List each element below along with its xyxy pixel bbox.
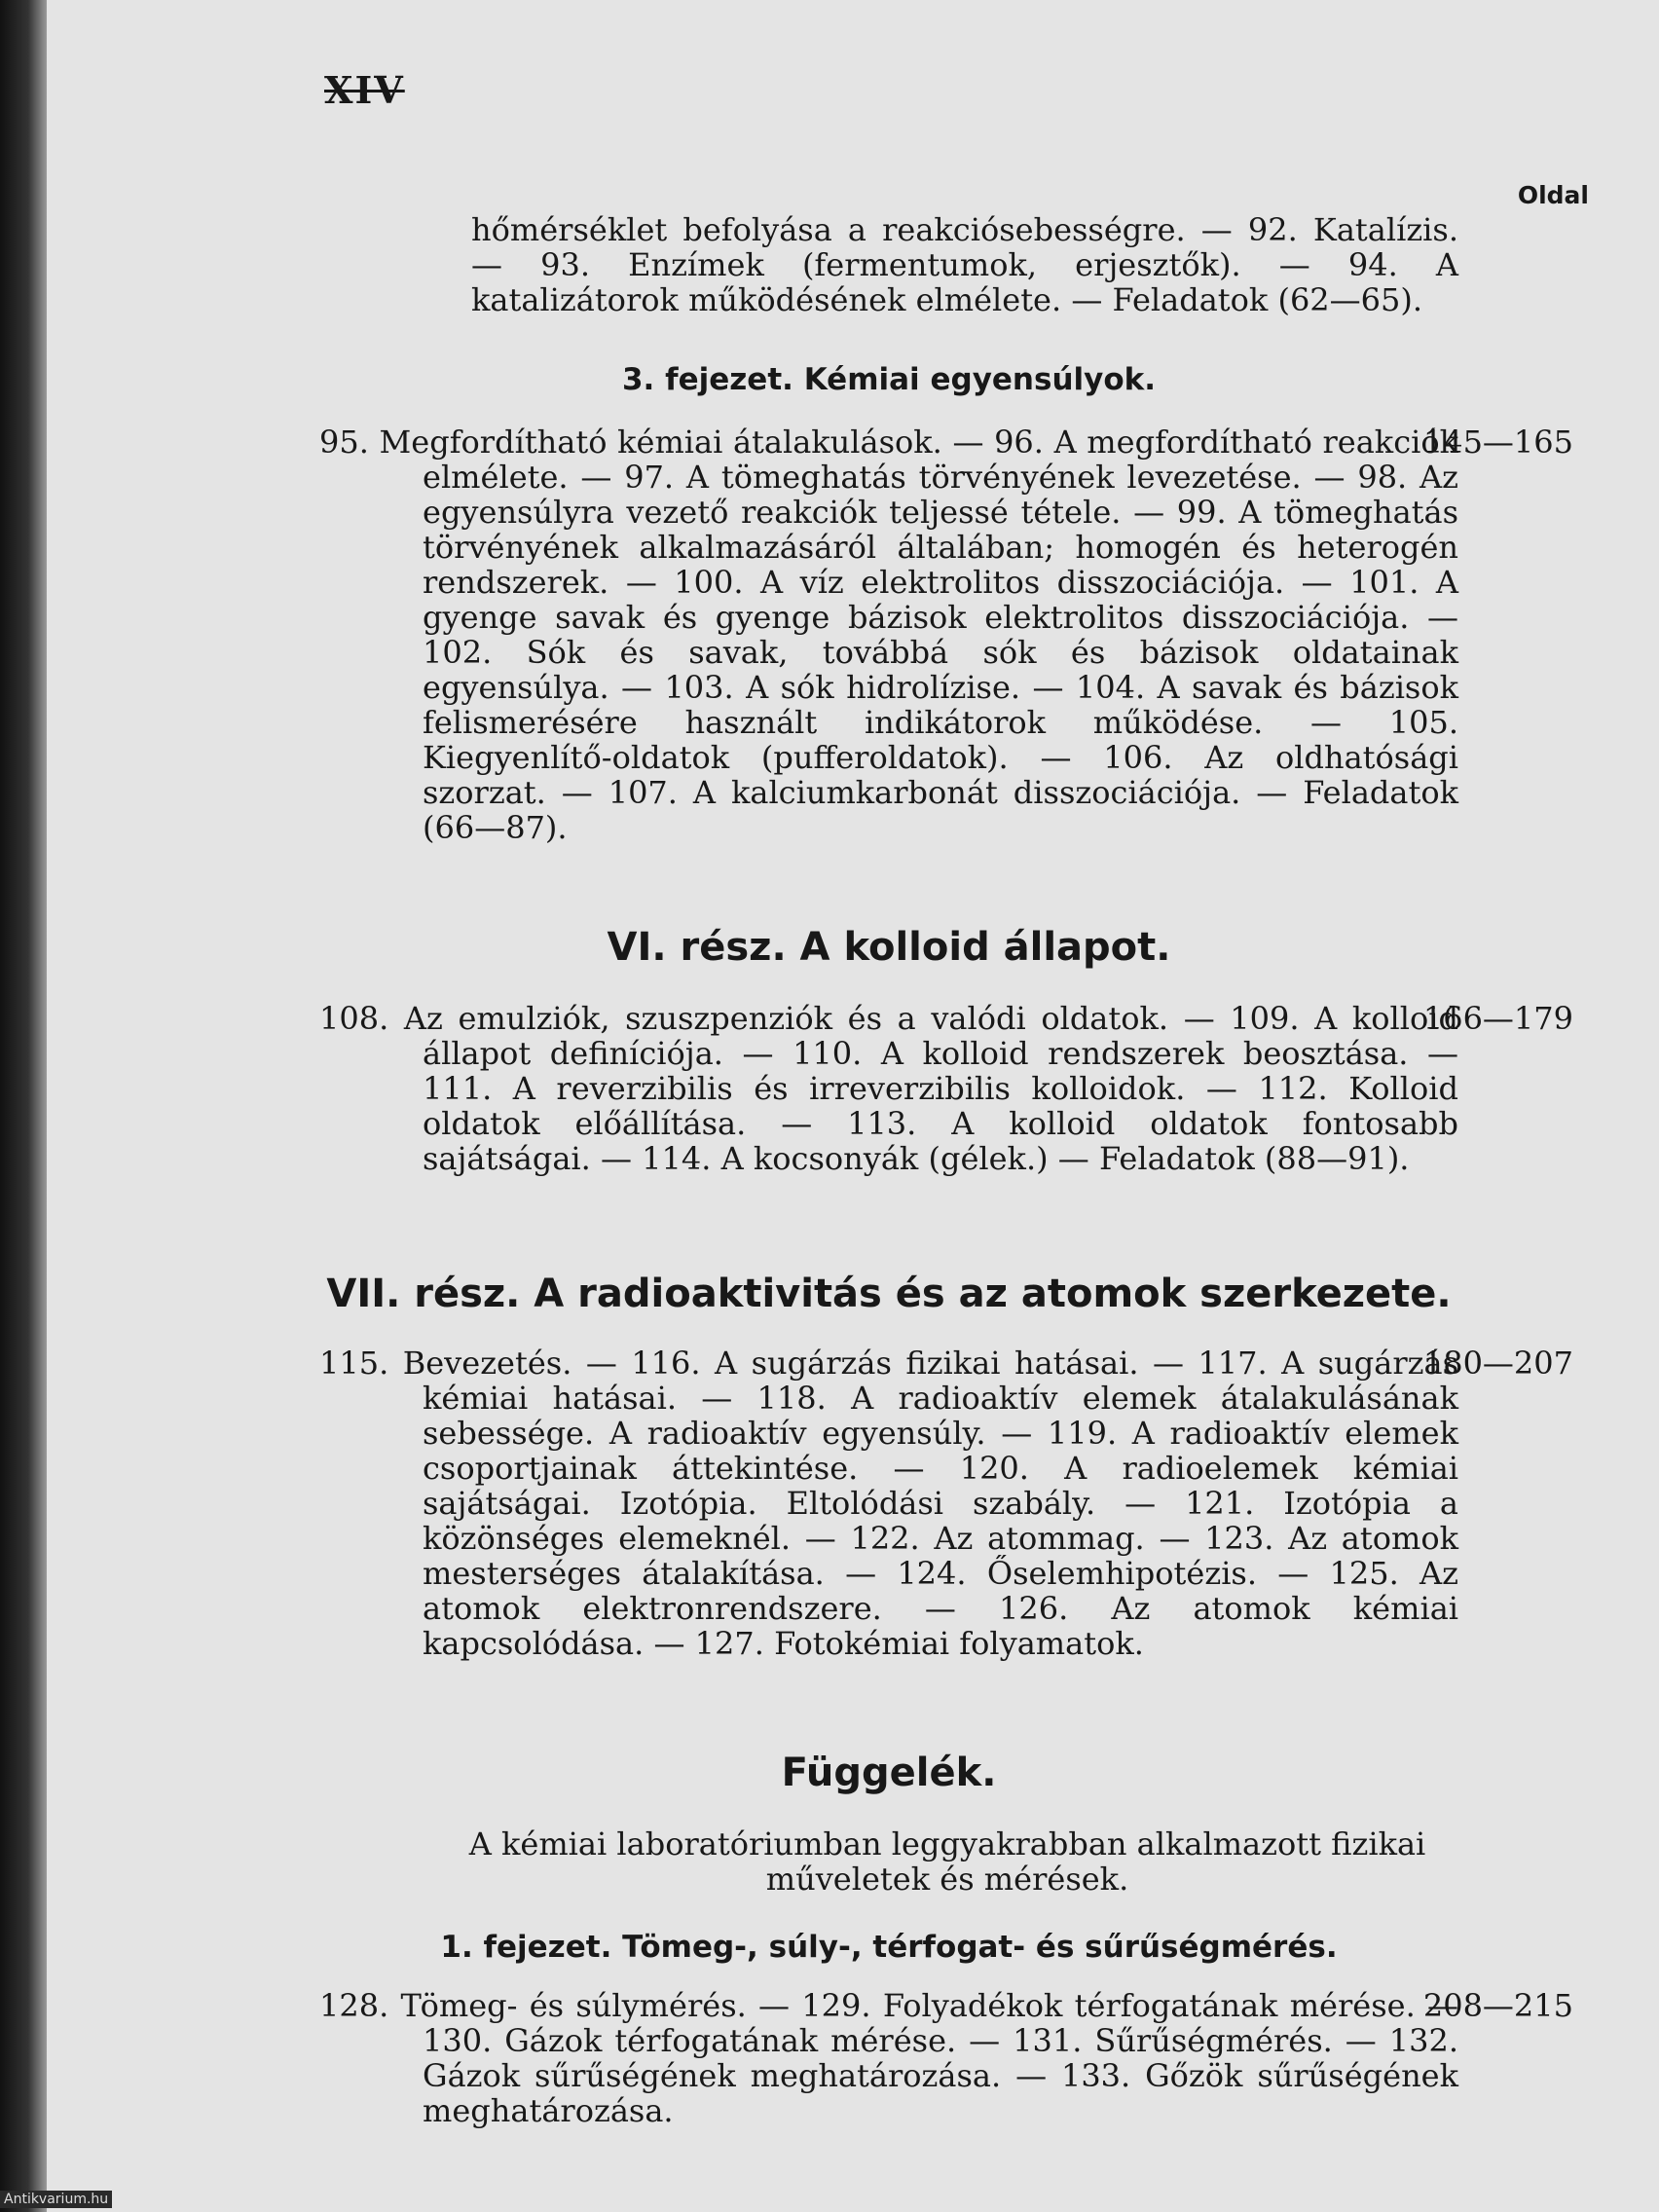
page-number: XIV <box>324 68 405 112</box>
book-page <box>47 0 1659 2212</box>
part-7-heading: VII. rész. A radioaktivitás és az atomok szerkezete. <box>326 1272 1452 1316</box>
book-spine-shadow <box>0 0 47 2212</box>
appendix-text: 128. Tömeg- és súlymérés. — 129. Folyadékok térfogatának mérése. — 130. Gázok térfogatának mérése. — 131. Sűrűségmérés. — 132. Gázok sűrűségének meghatározása. — 133. Gőzök sűrűségének meghatározása. <box>319 1987 1458 2129</box>
column-header-oldal: Oldal <box>1517 181 1589 209</box>
continuation-text: hőmérséklet befolyása a reakciósebességre. — 92. Katalízis. — 93. Enzímek (fermentumok, erjesztők). — 94. A katalizátorok működésének elmélete. — Feladatok (62—65). <box>471 211 1458 318</box>
appendix-subtitle: A kémiai laboratóriumban leggyakrabban alkalmazott fizikai műveletek és mérések. <box>468 1825 1426 1898</box>
part-7-entry <box>319 1346 1458 1661</box>
appendix-heading: Függelék. <box>781 1751 997 1795</box>
chapter-3-entry <box>319 424 1458 845</box>
chapter-3-pages: 145—165 <box>1422 424 1573 461</box>
part-6-heading: VI. rész. A kolloid állapot. <box>607 925 1171 970</box>
part-6-text: 108. Az emulziók, szuszpenziók és a valódi oldatok. — 109. A kolloid állapot definíciója. — 110. A kolloid rendszerek beosztása. — 111. A reverzibilis és irreverzibilis kolloidok. — 112. Kolloid oldatok előállítása. — 113. A kolloid oldatok fontosabb sajátságai. — 114. A kocsonyák (gélek.) — Feladatok (88—91). <box>319 1000 1458 1177</box>
chapter-3-text: 95. Megfordítható kémiai átalakulások. — 96. A megfordítható reakciók elmélete. — 97. A tömeghatás törvényének levezetése. — 98. Az egyensúlyra vezető reakciók teljessé tétele. — 99. A tömeghatás törvényének alkalmazásáról általában; homogén és heterogén rendszerek. — 100. A víz elektrolitos disszociációja. — 101. A gyenge savak és gyenge bázisok elektrolitos disszociációja. — 102. Sók és savak, továbbá sók és bázisok oldatainak egyensúlya. — 103. A sók hidrolízise. — 104. A savak és bázisok felismerésére használt indikátorok működése. — 105. Kiegyenlítő-oldatok (pufferoldatok). — 106. Az oldhatósági szorzat. — 107. A kalciumkarbonát disszociációja. — Feladatok (66—87). <box>319 424 1458 846</box>
appendix-entry <box>319 1988 1458 2128</box>
appendix-pages: 208—215 <box>1422 1987 1573 2024</box>
part-6-entry <box>319 1001 1458 1176</box>
chapter-3-heading: 3. fejezet. Kémiai egyensúlyok. <box>621 362 1157 397</box>
part-6-pages: 166—179 <box>1422 1000 1573 1037</box>
part-7-text: 115. Bevezetés. — 116. A sugárzás fizikai hatásai. — 117. A sugárzás kémiai hatásai. — 118. A radioaktív elemek átalakulásának sebessége. A radioaktív egyensúly. — 119. A radioaktív elemek csoportjainak áttekintése. — 120. A radioelemek kémiai sajátságai. Izotópia. Eltolódási szabály. — 121. Izotópia a közönséges elemeknél. — 122. Az atommag. — 123. Az atomok mesterséges átalakítása. — 124. Őselemhipotézis. — 125. Az atomok elektronrendszere. — 126. Az atomok kémiai kapcsolódása. — 127. Fotokémiai folyamatok. <box>319 1345 1458 1662</box>
watermark: Antikvarium.hu <box>0 2191 112 2208</box>
part-7-pages: 180—207 <box>1422 1345 1573 1382</box>
appendix-chapter-1-heading: 1. fejezet. Tömeg-, súly-, térfogat- és sűrűségmérés. <box>440 1930 1338 1965</box>
